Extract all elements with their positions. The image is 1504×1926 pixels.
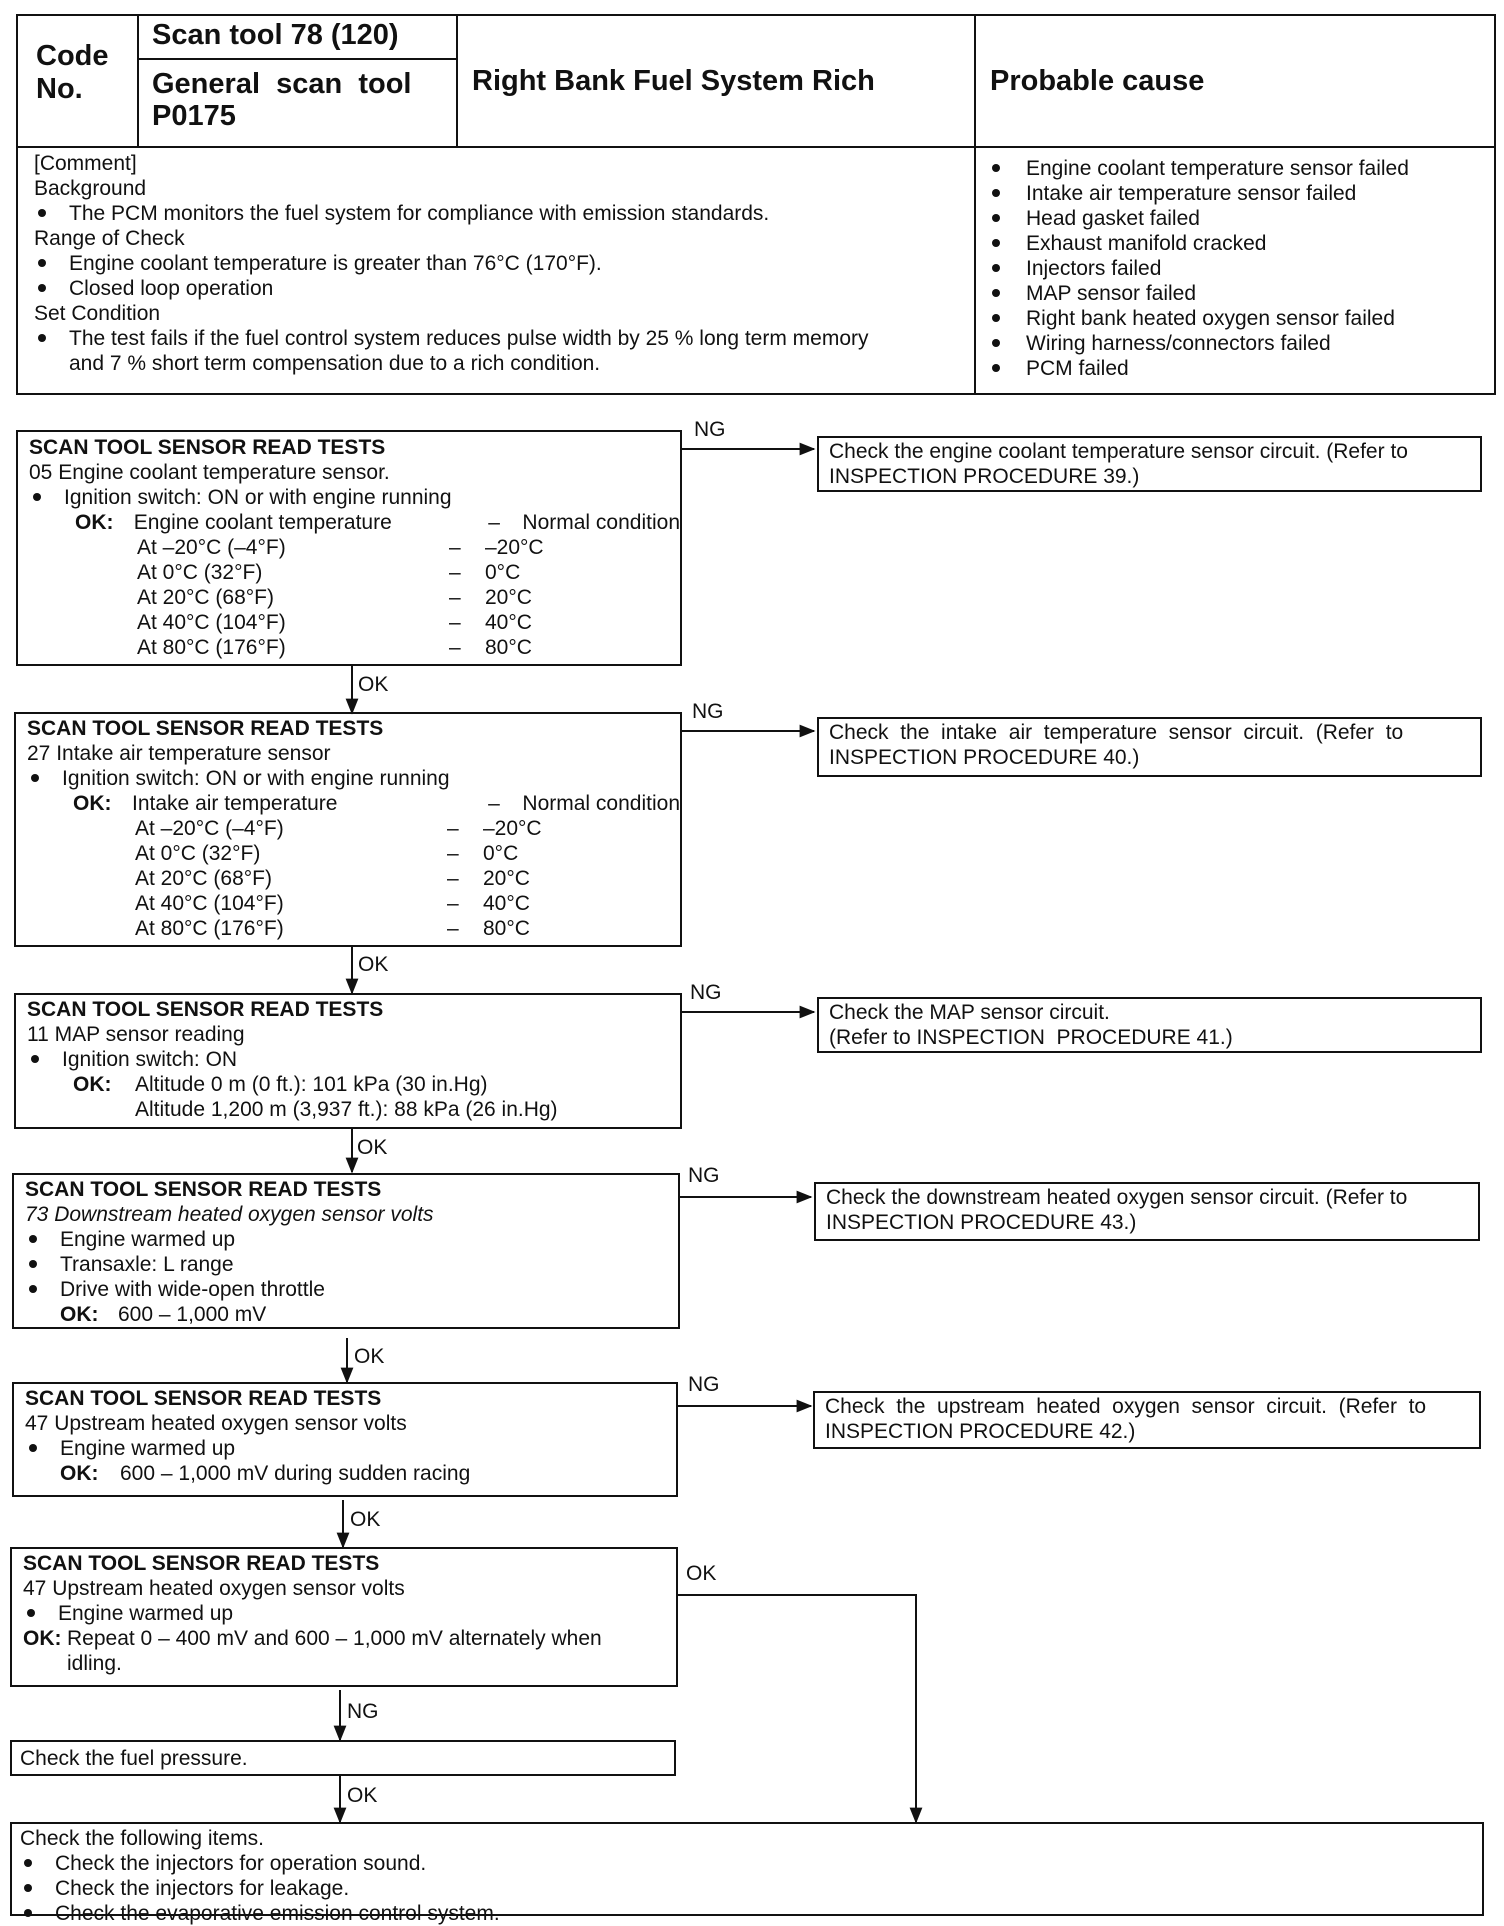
ok-table-cell: 20°C xyxy=(485,586,532,609)
cause-item: Head gasket failed xyxy=(988,206,1488,231)
ng-label: NG xyxy=(347,1700,379,1723)
ok-value: Repeat 0 – 400 mV and 600 – 1,000 mV alternately when idling. xyxy=(67,1627,602,1675)
final-check-box xyxy=(10,1822,1484,1925)
ok-table-row xyxy=(29,610,680,635)
ok-label: OK xyxy=(686,1562,717,1585)
ok-table-row xyxy=(27,791,680,816)
cause-item: Wiring harness/connectors failed xyxy=(988,331,1488,356)
ok-table-cell: 40°C xyxy=(483,892,530,915)
ok-table-cell: At 0°C (32°F) xyxy=(137,561,263,584)
ok-table-row xyxy=(27,866,680,891)
comment-line: and 7 % short term compensation due to a rich condition. xyxy=(69,352,601,375)
scan-tool-code: Scan tool 78 (120) xyxy=(152,19,399,51)
ok-table-cell: At 40°C (104°F) xyxy=(137,611,286,634)
test-title: SCAN TOOL SENSOR READ TESTS xyxy=(25,1387,382,1410)
ok-key: OK: xyxy=(60,1303,99,1326)
probable-cause-heading: Probable cause xyxy=(990,65,1205,97)
ok-key: OK: xyxy=(23,1627,62,1650)
ok-label: OK xyxy=(350,1508,381,1531)
ng-label: NG xyxy=(688,1164,720,1187)
final-item: Check the injectors for operation sound. xyxy=(20,1851,1482,1876)
ok-table-cell: At –20°C (–4°F) xyxy=(137,536,286,559)
test-title: SCAN TOOL SENSOR READ TESTS xyxy=(23,1552,380,1575)
ok-key: OK: xyxy=(73,1073,112,1096)
ok-table-cell: Intake air temperature xyxy=(132,792,338,815)
ok-table-cell: 80°C xyxy=(485,636,532,659)
test-box-downstream-o2 xyxy=(12,1173,680,1329)
cause-item: Injectors failed xyxy=(988,256,1488,281)
test-condition: Engine warmed up xyxy=(25,1436,676,1461)
dash: – xyxy=(449,586,461,609)
dash: – xyxy=(449,611,461,634)
dash: – xyxy=(488,792,500,815)
ok-table-cell: –20°C xyxy=(485,536,544,559)
final-item: Check the evaporative emission control system. xyxy=(20,1901,1482,1926)
ok-value: 600 – 1,000 mV xyxy=(118,1303,267,1326)
ok-value: 600 – 1,000 mV during sudden racing xyxy=(120,1462,471,1485)
ok-table-cell: Normal condition xyxy=(522,792,680,815)
ng-label: NG xyxy=(690,981,722,1004)
ng-action-box-41: Check the MAP sensor circuit. (Refer to INSPECTION PROCEDURE 41.) xyxy=(817,997,1482,1053)
comment-line: Engine coolant temperature is greater than 76°C (170°F). xyxy=(34,251,974,276)
test-condition: Engine warmed up xyxy=(25,1227,678,1252)
ok-table-row xyxy=(27,816,680,841)
dash: – xyxy=(447,892,459,915)
cause-item: PCM failed xyxy=(988,356,1488,381)
dash: – xyxy=(447,917,459,940)
ok-table-cell: 20°C xyxy=(483,867,530,890)
test-item: 47 Upstream heated oxygen sensor volts xyxy=(25,1412,407,1435)
ok-table-row xyxy=(27,891,680,916)
test-item: 27 Intake air temperature sensor xyxy=(27,742,331,765)
test-box-upstream-o2-idle xyxy=(10,1547,678,1687)
comment-line: [Comment] xyxy=(34,152,137,175)
ok-table-row xyxy=(29,560,680,585)
cause-item: Right bank heated oxygen sensor failed xyxy=(988,306,1488,331)
dash: – xyxy=(449,536,461,559)
ok-label: OK xyxy=(358,953,389,976)
ok-value: Altitude 0 m (0 ft.): 101 kPa (30 in.Hg) xyxy=(135,1073,488,1096)
ok-table-cell: At 20°C (68°F) xyxy=(135,867,273,890)
page-title: Right Bank Fuel System Rich xyxy=(472,65,875,97)
test-title: SCAN TOOL SENSOR READ TESTS xyxy=(25,1178,382,1201)
ok-table-row xyxy=(29,510,680,535)
dash: – xyxy=(449,636,461,659)
ok-table-cell: 0°C xyxy=(483,842,519,865)
ng-action-box-39: Check the engine coolant temperature sensor circuit. (Refer to INSPECTION PROCEDURE 39.) xyxy=(817,436,1482,492)
ok-table xyxy=(27,791,680,941)
ok-table-cell: At 80°C (176°F) xyxy=(137,636,286,659)
test-item: 47 Upstream heated oxygen sensor volts xyxy=(23,1577,405,1600)
ok-table-cell: At 20°C (68°F) xyxy=(137,586,275,609)
test-item: 11 MAP sensor reading xyxy=(27,1023,245,1046)
test-condition: Transaxle: L range xyxy=(25,1252,678,1277)
ok-table-cell: 0°C xyxy=(485,561,521,584)
test-box-map-sensor xyxy=(14,993,682,1129)
ok-table-row xyxy=(29,585,680,610)
comment-line: Range of Check xyxy=(34,227,185,250)
ok-table xyxy=(29,510,680,660)
test-item: 05 Engine coolant temperature sensor. xyxy=(29,461,390,484)
ok-label: OK xyxy=(358,673,389,696)
comment-line: Closed loop operation xyxy=(34,276,974,301)
general-scan-tool-code: General scan tool P0175 xyxy=(152,68,412,132)
dash: – xyxy=(447,842,459,865)
test-item: 73 Downstream heated oxygen sensor volts xyxy=(25,1203,434,1226)
test-condition: Ignition switch: ON or with engine running xyxy=(27,766,680,791)
ok-table-cell: At 80°C (176°F) xyxy=(135,917,284,940)
ok-label: OK xyxy=(354,1345,385,1368)
ng-label: NG xyxy=(694,418,726,441)
test-title: SCAN TOOL SENSOR READ TESTS xyxy=(29,436,386,459)
cause-item: Exhaust manifold cracked xyxy=(988,231,1488,256)
ng-label: NG xyxy=(688,1373,720,1396)
comment-line: The PCM monitors the fuel system for compliance with emission standards. xyxy=(34,201,974,226)
ok-table-cell: 80°C xyxy=(483,917,530,940)
test-box-engine-coolant xyxy=(16,430,682,666)
ok-table-cell: Normal condition xyxy=(522,511,680,534)
ok-table-cell: Engine coolant temperature xyxy=(133,511,392,534)
ok-table-row xyxy=(27,916,680,941)
test-condition: Ignition switch: ON or with engine running xyxy=(29,485,680,510)
test-condition: Drive with wide-open throttle xyxy=(25,1277,678,1302)
comment-line: Background xyxy=(34,177,147,200)
code-label: Code No. xyxy=(36,40,109,105)
ok-key: OK: xyxy=(75,511,114,534)
test-condition: Engine warmed up xyxy=(23,1601,676,1626)
comment-line: Set Condition xyxy=(34,302,161,325)
dash: – xyxy=(488,511,500,534)
test-box-upstream-o2-racing xyxy=(12,1382,678,1497)
ok-table-row xyxy=(29,535,680,560)
cause-item: MAP sensor failed xyxy=(988,281,1488,306)
ok-table-cell: At 0°C (32°F) xyxy=(135,842,261,865)
ok-table-cell: –20°C xyxy=(483,817,542,840)
final-intro: Check the following items. xyxy=(20,1827,264,1850)
ng-action-box-40: Check the intake air temperature sensor circuit. (Refer to INSPECTION PROCEDURE 40.) xyxy=(817,717,1482,777)
test-title: SCAN TOOL SENSOR READ TESTS xyxy=(27,998,384,1021)
dash: – xyxy=(447,817,459,840)
ok-label: OK xyxy=(357,1136,388,1159)
ok-table-row xyxy=(29,635,680,660)
ok-label: OK xyxy=(347,1784,378,1807)
ok-key: OK: xyxy=(73,792,112,815)
cause-item: Engine coolant temperature sensor failed xyxy=(988,156,1488,181)
ok-key: OK: xyxy=(60,1462,99,1485)
test-box-intake-air xyxy=(14,712,682,947)
ok-table-cell: At 40°C (104°F) xyxy=(135,892,284,915)
dash: – xyxy=(449,561,461,584)
final-item: Check the injectors for leakage. xyxy=(20,1876,1482,1901)
ok-value: Altitude 1,200 m (3,937 ft.): 88 kPa (26 in.Hg) xyxy=(135,1098,558,1121)
dash: – xyxy=(447,867,459,890)
comment-line: The test fails if the fuel control system reduces pulse width by 25 % long term memory xyxy=(34,326,974,351)
ok-table-row xyxy=(27,841,680,866)
ok-table-cell: At –20°C (–4°F) xyxy=(135,817,284,840)
ng-action-box-42: Check the upstream heated oxygen sensor circuit. (Refer to INSPECTION PROCEDURE 42.) xyxy=(813,1391,1481,1449)
ng-action-box-43: Check the downstream heated oxygen sensor circuit. (Refer to INSPECTION PROCEDURE 43.) xyxy=(814,1182,1480,1241)
fuel-pressure-box: Check the fuel pressure. xyxy=(10,1740,676,1776)
ng-label: NG xyxy=(692,700,724,723)
cause-item: Intake air temperature sensor failed xyxy=(988,181,1488,206)
test-title: SCAN TOOL SENSOR READ TESTS xyxy=(27,717,384,740)
ok-table-cell: 40°C xyxy=(485,611,532,634)
test-condition: Ignition switch: ON xyxy=(27,1047,680,1072)
